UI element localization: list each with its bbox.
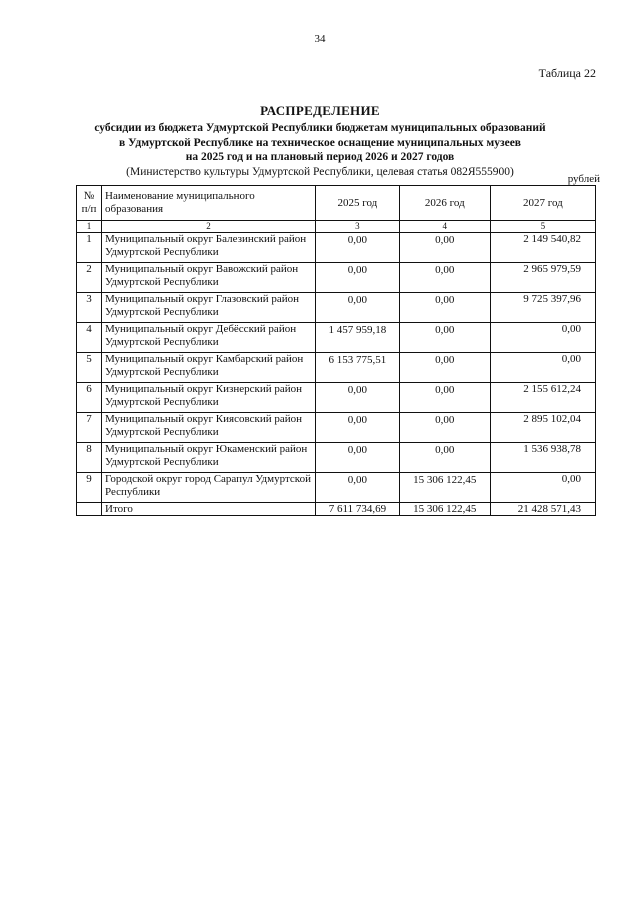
row-2026: 0,00 [399, 263, 490, 293]
table-row [77, 473, 596, 503]
row-num: 6 [77, 383, 102, 413]
row-2025: 0,00 [316, 293, 400, 323]
subtitle-line-2: в Удмуртской Республике на техническое оснащение муниципальных музеев [118, 136, 522, 149]
row-2026: 0,00 [399, 293, 490, 323]
table-row [77, 233, 596, 263]
row-name: Муниципальный округ Юкаменский район Удмуртской Республики [102, 443, 316, 473]
row-2025: 0,00 [316, 383, 400, 413]
row-num: 4 [77, 323, 102, 353]
header-2025: 2025 год [316, 186, 400, 221]
table-row [77, 263, 596, 293]
row-num: 3 [77, 293, 102, 323]
row-2025: 0,00 [316, 233, 400, 263]
row-2026: 0,00 [399, 233, 490, 263]
row-2027: 0,00 [490, 323, 595, 353]
total-label: Итого [102, 503, 316, 516]
subtitle-line-3: на 2025 год и на плановый период 2026 и 2027 годов [185, 151, 455, 163]
header-num: № п/п [77, 186, 102, 221]
row-2027: 2 895 102,04 [490, 413, 595, 443]
table-row [77, 293, 596, 323]
row-num: 1 [77, 233, 102, 263]
ministry-note: (Министерство культуры Удмуртской Республики, целевая статья 082Я555900) [126, 165, 514, 178]
row-2026: 0,00 [399, 443, 490, 473]
table-row [77, 443, 596, 473]
row-2025: 0,00 [316, 263, 400, 293]
table-label: Таблица 22 [538, 66, 596, 80]
row-name: Муниципальный округ Вавожский район Удмуртской Республики [102, 263, 316, 293]
row-2027: 2 155 612,24 [490, 383, 595, 413]
column-number: 3 [316, 221, 400, 233]
row-name: Муниципальный округ Киясовский район Удмуртской Республики [102, 413, 316, 443]
row-name: Городской округ город Сарапул Удмуртской Республики [102, 473, 316, 503]
row-name: Муниципальный округ Дебёсский район Удмуртской Республики [102, 323, 316, 353]
row-2025: 0,00 [316, 413, 400, 443]
table-row [77, 353, 596, 383]
total-2026: 15 306 122,45 [399, 503, 490, 516]
row-name: Муниципальный округ Балезинский район Удмуртской Республики [102, 233, 316, 263]
total-num-cell [77, 503, 102, 516]
row-name: Муниципальный округ Камбарский район Удмуртской Республики [102, 353, 316, 383]
subtitle-line-1: субсидии из бюджета Удмуртской Республики бюджетам муниципальных образований [94, 122, 546, 134]
row-2027: 2 149 540,82 [490, 233, 595, 263]
row-num: 9 [77, 473, 102, 503]
header-name: Наименование муниципального образования [102, 186, 316, 221]
units-label: рублей [567, 173, 600, 185]
row-2027: 2 965 979,59 [490, 263, 595, 293]
header-2027: 2027 год [490, 186, 595, 221]
total-2027: 21 428 571,43 [490, 503, 595, 516]
document-heading [0, 103, 640, 179]
row-2026: 0,00 [399, 323, 490, 353]
row-num: 8 [77, 443, 102, 473]
row-2026: 0,00 [399, 383, 490, 413]
column-number: 2 [102, 221, 316, 233]
total-row [77, 503, 596, 516]
row-2025: 6 153 775,51 [316, 353, 400, 383]
page-number: 34 [314, 33, 326, 45]
row-2027: 1 536 938,78 [490, 443, 595, 473]
row-2025: 0,00 [316, 473, 400, 503]
column-number-row [77, 221, 596, 233]
total-2025: 7 611 734,69 [316, 503, 400, 516]
row-name: Муниципальный округ Кизнерский район Удмуртской Республики [102, 383, 316, 413]
row-2026: 15 306 122,45 [399, 473, 490, 503]
row-2027: 9 725 397,96 [490, 293, 595, 323]
document-title: РАСПРЕДЕЛЕНИЕ [260, 103, 380, 118]
table-row [77, 383, 596, 413]
row-num: 2 [77, 263, 102, 293]
row-num: 7 [77, 413, 102, 443]
table-header-row [77, 186, 596, 221]
distribution-table [76, 185, 596, 516]
table-row [77, 323, 596, 353]
row-2025: 1 457 959,18 [316, 323, 400, 353]
column-number: 4 [399, 221, 490, 233]
row-name: Муниципальный округ Глазовский район Удмуртской Республики [102, 293, 316, 323]
row-2027: 0,00 [490, 473, 595, 503]
table-row [77, 413, 596, 443]
row-2026: 0,00 [399, 413, 490, 443]
column-number: 1 [77, 221, 102, 233]
column-number: 5 [490, 221, 595, 233]
row-2026: 0,00 [399, 353, 490, 383]
row-num: 5 [77, 353, 102, 383]
row-2025: 0,00 [316, 443, 400, 473]
row-2027: 0,00 [490, 353, 595, 383]
header-2026: 2026 год [399, 186, 490, 221]
